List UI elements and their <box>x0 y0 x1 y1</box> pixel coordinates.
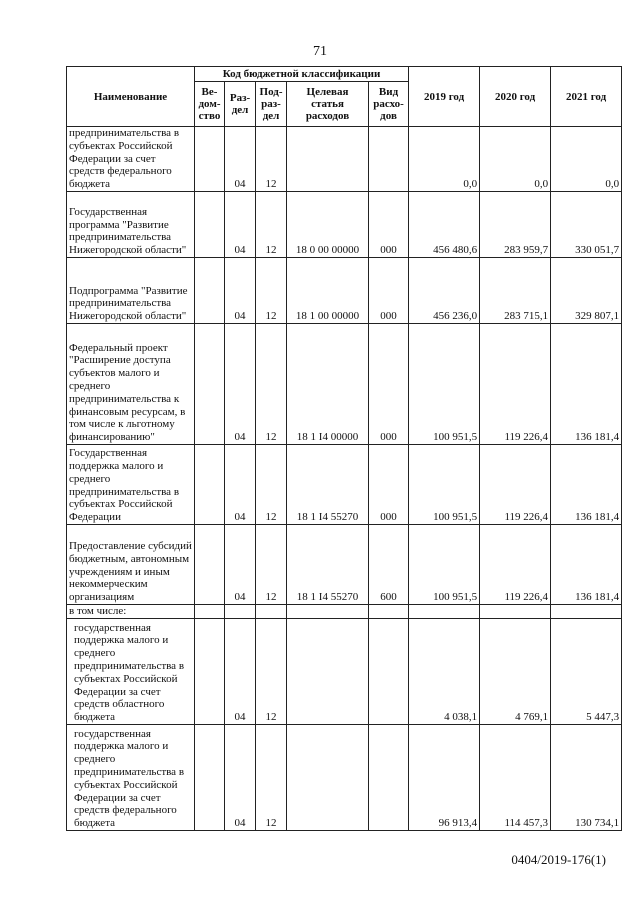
row-name-cell: предпринимательства в субъектах Российской Федерации за счет средств федерального бюджета <box>67 127 195 192</box>
table-row <box>67 191 622 257</box>
row-2021-cell: 136 181,4 <box>551 323 622 444</box>
row-2019-cell: 456 480,6 <box>409 191 480 257</box>
row-2020-cell: 114 457,3 <box>480 724 551 830</box>
row-2019-cell: 0,0 <box>409 127 480 192</box>
header-vid-rashodov: Вид расхо- дов <box>369 82 409 127</box>
row-name-cell: Подпрограмма "Развитие предпринимательства Нижегородской области" <box>67 257 195 323</box>
row-2020-cell: 283 715,1 <box>480 257 551 323</box>
row-tselevaya-cell: 18 1 00 00000 <box>287 257 369 323</box>
table-row <box>67 323 622 444</box>
row-podrazdel-cell: 12 <box>256 724 287 830</box>
row-podrazdel-cell: 12 <box>256 191 287 257</box>
row-vedomstvo-cell <box>195 444 225 524</box>
row-2020-cell: 0,0 <box>480 127 551 192</box>
header-name: Наименование <box>67 67 195 127</box>
header-2020: 2020 год <box>480 67 551 127</box>
table-row <box>67 724 622 830</box>
row-tselevaya-cell <box>287 724 369 830</box>
table-row <box>67 127 622 192</box>
row-razdel-cell: 04 <box>225 127 256 192</box>
row-name-cell: Федеральный проект "Расширение доступа субъектов малого и среднего предпринимательства к финансовым ресурсам, в том числе к льготному финансированию" <box>67 323 195 444</box>
row-2021-cell: 130 734,1 <box>551 724 622 830</box>
row-vid-cell: 000 <box>369 323 409 444</box>
row-podrazdel-cell <box>256 604 287 618</box>
row-2021-cell <box>551 604 622 618</box>
row-2019-cell: 96 913,4 <box>409 724 480 830</box>
row-2021-cell: 329 807,1 <box>551 257 622 323</box>
row-podrazdel-cell: 12 <box>256 444 287 524</box>
row-razdel-cell: 04 <box>225 444 256 524</box>
row-razdel-cell <box>225 604 256 618</box>
row-vedomstvo-cell <box>195 191 225 257</box>
row-vedomstvo-cell <box>195 524 225 604</box>
row-2019-cell: 100 951,5 <box>409 444 480 524</box>
row-podrazdel-cell: 12 <box>256 323 287 444</box>
row-2020-cell: 119 226,4 <box>480 444 551 524</box>
row-name-cell: Предоставление субсидий бюджетным, автономным учреждениям и иным некоммерческим организациям <box>67 524 195 604</box>
row-vid-cell <box>369 618 409 724</box>
header-2019: 2019 год <box>409 67 480 127</box>
document-code: 0404/2019-176(1) <box>511 852 606 867</box>
row-2019-cell: 456 236,0 <box>409 257 480 323</box>
table-row <box>67 604 622 618</box>
row-2021-cell: 0,0 <box>551 127 622 192</box>
row-vid-cell: 000 <box>369 257 409 323</box>
row-tselevaya-cell: 18 0 00 00000 <box>287 191 369 257</box>
header-classification-group: Код бюджетной классификации <box>195 67 409 82</box>
row-2019-cell <box>409 604 480 618</box>
row-razdel-cell: 04 <box>225 323 256 444</box>
row-podrazdel-cell: 12 <box>256 524 287 604</box>
row-vid-cell <box>369 724 409 830</box>
row-name-cell: в том числе: <box>67 604 195 618</box>
table-row <box>67 444 622 524</box>
row-tselevaya-cell: 18 1 I4 55270 <box>287 444 369 524</box>
row-2020-cell: 119 226,4 <box>480 323 551 444</box>
row-tselevaya-cell <box>287 604 369 618</box>
row-vid-cell: 600 <box>369 524 409 604</box>
row-razdel-cell: 04 <box>225 191 256 257</box>
row-razdel-cell: 04 <box>225 257 256 323</box>
row-razdel-cell: 04 <box>225 618 256 724</box>
row-2021-cell: 5 447,3 <box>551 618 622 724</box>
row-name-cell: государственная поддержка малого и среднего предпринимательства в субъектах Российской Федерации за счет средств областного бюджета <box>67 618 195 724</box>
header-vedomstvo: Ве- дом- ство <box>195 82 225 127</box>
table-row <box>67 524 622 604</box>
row-2020-cell: 4 769,1 <box>480 618 551 724</box>
row-2019-cell: 4 038,1 <box>409 618 480 724</box>
row-name-cell: государственная поддержка малого и среднего предпринимательства в субъектах Российской Федерации за счет средств федерального бюджета <box>67 724 195 830</box>
table-row <box>67 257 622 323</box>
header-tselevaya-statya: Целевая статья расходов <box>287 82 369 127</box>
row-tselevaya-cell <box>287 618 369 724</box>
row-2020-cell <box>480 604 551 618</box>
row-2021-cell: 330 051,7 <box>551 191 622 257</box>
row-vid-cell <box>369 604 409 618</box>
page-number: 71 <box>313 44 327 59</box>
row-vedomstvo-cell <box>195 323 225 444</box>
row-vedomstvo-cell <box>195 127 225 192</box>
header-2021: 2021 год <box>551 67 622 127</box>
row-razdel-cell: 04 <box>225 724 256 830</box>
table-row <box>67 618 622 724</box>
row-name-cell: Государственная поддержка малого и среднего предпринимательства в субъектах Российской Федерации <box>67 444 195 524</box>
row-2019-cell: 100 951,5 <box>409 323 480 444</box>
row-tselevaya-cell <box>287 127 369 192</box>
row-vid-cell <box>369 127 409 192</box>
row-tselevaya-cell: 18 1 I4 55270 <box>287 524 369 604</box>
row-podrazdel-cell: 12 <box>256 257 287 323</box>
row-tselevaya-cell: 18 1 I4 00000 <box>287 323 369 444</box>
row-podrazdel-cell: 12 <box>256 127 287 192</box>
row-vid-cell: 000 <box>369 444 409 524</box>
row-vedomstvo-cell <box>195 618 225 724</box>
header-razdel: Раз- дел <box>225 82 256 127</box>
budget-table <box>66 66 622 831</box>
row-2020-cell: 119 226,4 <box>480 524 551 604</box>
row-2021-cell: 136 181,4 <box>551 444 622 524</box>
row-podrazdel-cell: 12 <box>256 618 287 724</box>
row-2019-cell: 100 951,5 <box>409 524 480 604</box>
row-2021-cell: 136 181,4 <box>551 524 622 604</box>
header-podrazdel: Под- раз- дел <box>256 82 287 127</box>
row-2020-cell: 283 959,7 <box>480 191 551 257</box>
row-vedomstvo-cell <box>195 257 225 323</box>
row-name-cell: Государственная программа "Развитие предпринимательства Нижегородской области" <box>67 191 195 257</box>
row-vedomstvo-cell <box>195 724 225 830</box>
row-vedomstvo-cell <box>195 604 225 618</box>
row-vid-cell: 000 <box>369 191 409 257</box>
row-razdel-cell: 04 <box>225 524 256 604</box>
